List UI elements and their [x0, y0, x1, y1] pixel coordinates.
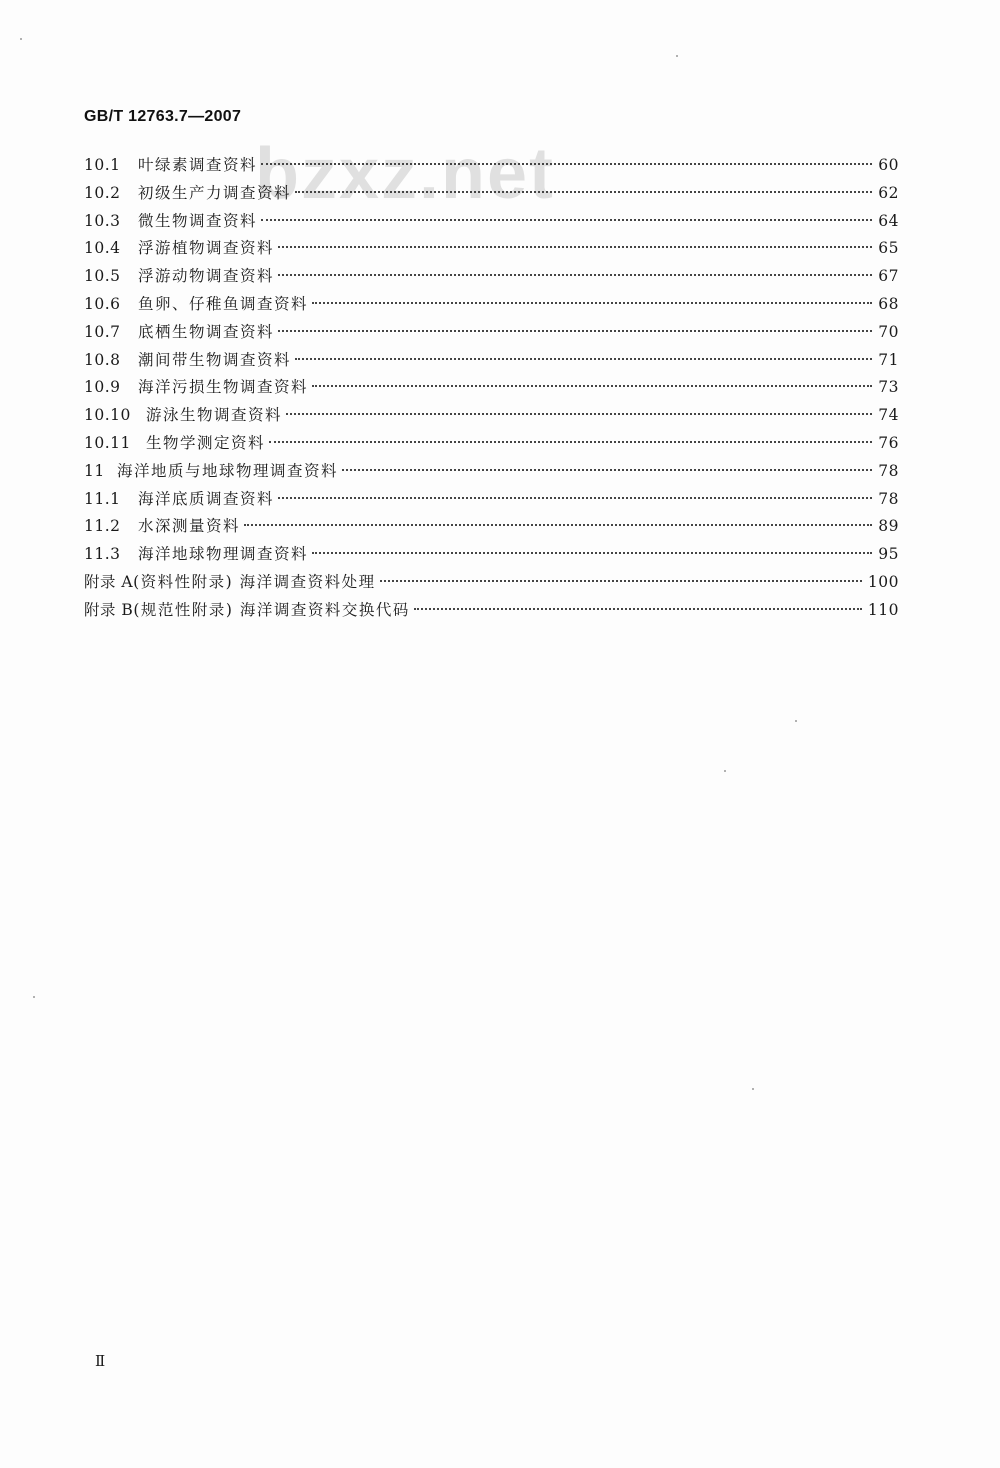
dot-leader: [244, 524, 872, 526]
dot-leader: [278, 246, 872, 248]
toc-entry[interactable]: [84, 263, 899, 291]
scan-speck: [752, 1088, 754, 1090]
toc-entry-page: 64: [878, 211, 899, 230]
toc-entry[interactable]: [84, 402, 899, 430]
toc-entry-title: 生物学测定资料: [146, 433, 266, 452]
toc-entry[interactable]: [84, 486, 899, 514]
toc-entry-number: 10.3: [84, 211, 121, 230]
toc-entry-page: 95: [878, 545, 899, 564]
toc-entry-title: 水深测量资料: [138, 517, 241, 536]
toc-entry-number: 11: [84, 461, 105, 480]
toc-entry-number: 附录 A: [84, 572, 134, 591]
toc-entry-number: 10.8: [84, 350, 121, 369]
dot-leader: [312, 302, 872, 304]
toc-entry-title: 初级生产力调查资料: [138, 183, 292, 202]
toc-entry-title: 海洋地球物理调查资料: [138, 545, 309, 564]
dot-leader: [295, 358, 872, 360]
toc-entry[interactable]: [84, 513, 899, 541]
scan-speck: [676, 55, 678, 57]
scan-speck: [33, 996, 35, 998]
toc-entry-title: (规范性附录) 海洋调查资料交换代码: [133, 600, 410, 619]
toc-entry-page: 78: [878, 489, 899, 508]
toc-entry-page: 67: [878, 267, 899, 286]
dot-leader: [278, 497, 872, 499]
toc-entry-page: 65: [878, 239, 899, 258]
toc-entry-title: 游泳生物调查资料: [146, 406, 283, 425]
toc-entry-number: 10.2: [84, 183, 121, 202]
toc-entry-number: 10.5: [84, 267, 121, 286]
toc-entry[interactable]: [84, 569, 899, 597]
dot-leader: [295, 191, 872, 193]
toc-entry-page: 73: [878, 378, 899, 397]
toc-entry-title: 海洋污损生物调查资料: [138, 378, 309, 397]
toc-entry-page: 70: [878, 322, 899, 341]
toc-entry[interactable]: [84, 597, 899, 625]
toc-entry-page: 60: [878, 156, 899, 174]
dot-leader: [261, 219, 872, 221]
toc-entry-title: 海洋地质与地球物理调查资料: [117, 461, 339, 480]
toc-entry[interactable]: [84, 347, 899, 375]
toc-entry[interactable]: [84, 374, 899, 402]
toc-entry-title: (资料性附录) 海洋调查资料处理: [133, 572, 376, 591]
toc-entry-number: 11.2: [84, 517, 121, 536]
toc-entry-page: 110: [867, 600, 899, 619]
dot-leader: [269, 441, 872, 443]
toc-entry[interactable]: [84, 458, 899, 486]
page-number: Ⅱ: [95, 1352, 106, 1370]
toc-entry-title: 浮游动物调查资料: [138, 267, 275, 286]
toc-entry-title: 潮间带生物调查资料: [138, 350, 292, 369]
dot-leader: [278, 330, 872, 332]
toc-entry[interactable]: [84, 235, 899, 263]
dot-leader: [312, 552, 872, 554]
toc-entry-page: 76: [878, 433, 899, 452]
toc-entry-title: 海洋底质调查资料: [138, 489, 275, 508]
dot-leader: [380, 580, 862, 582]
toc-entry-number: 10.10: [84, 406, 131, 425]
dot-leader: [342, 469, 872, 471]
table-of-contents: [84, 152, 899, 625]
toc-entry-page: 78: [878, 461, 899, 480]
toc-entry-number: 11.1: [84, 489, 121, 508]
toc-entry-page: 100: [867, 572, 899, 591]
toc-entry-page: 62: [878, 183, 899, 202]
dot-leader: [261, 163, 872, 165]
toc-entry-title: 鱼卵、仔稚鱼调查资料: [138, 294, 309, 313]
standard-code-header: GB/T 12763.7—2007: [84, 108, 242, 125]
toc-entry[interactable]: [84, 208, 899, 236]
dot-leader: [286, 413, 872, 415]
toc-entry-number: 10.1: [84, 156, 121, 174]
toc-entry-number: 11.3: [84, 545, 121, 564]
toc-entry-page: 71: [878, 350, 899, 369]
toc-entry-number: 附录 B: [84, 600, 134, 619]
watermark: bzxz.net: [255, 134, 556, 214]
toc-entry[interactable]: [84, 541, 899, 569]
toc-entry-page: 74: [878, 406, 899, 425]
toc-entry-page: 68: [878, 294, 899, 313]
toc-entry-title: 浮游植物调查资料: [138, 239, 275, 258]
toc-entry-title: 微生物调查资料: [138, 211, 258, 230]
toc-entry-title: 底栖生物调查资料: [138, 322, 275, 341]
toc-entry-number: 10.7: [84, 322, 121, 341]
toc-entry-page: 89: [878, 517, 899, 536]
toc-entry[interactable]: [84, 319, 899, 347]
toc-entry[interactable]: [84, 430, 899, 458]
toc-entry-number: 10.11: [84, 433, 131, 452]
toc-entry-title: 叶绿素调查资料: [138, 156, 258, 174]
toc-entry[interactable]: [84, 291, 899, 319]
toc-entry[interactable]: [84, 180, 899, 208]
toc-entry-number: 10.4: [84, 239, 121, 258]
scan-speck: [795, 720, 797, 722]
dot-leader: [278, 274, 872, 276]
scan-speck: [20, 38, 22, 40]
dot-leader: [312, 385, 872, 387]
scan-speck: [724, 770, 726, 772]
toc-entry[interactable]: [84, 152, 899, 180]
toc-entry-number: 10.6: [84, 294, 121, 313]
dot-leader: [414, 608, 862, 610]
toc-entry-number: 10.9: [84, 378, 121, 397]
